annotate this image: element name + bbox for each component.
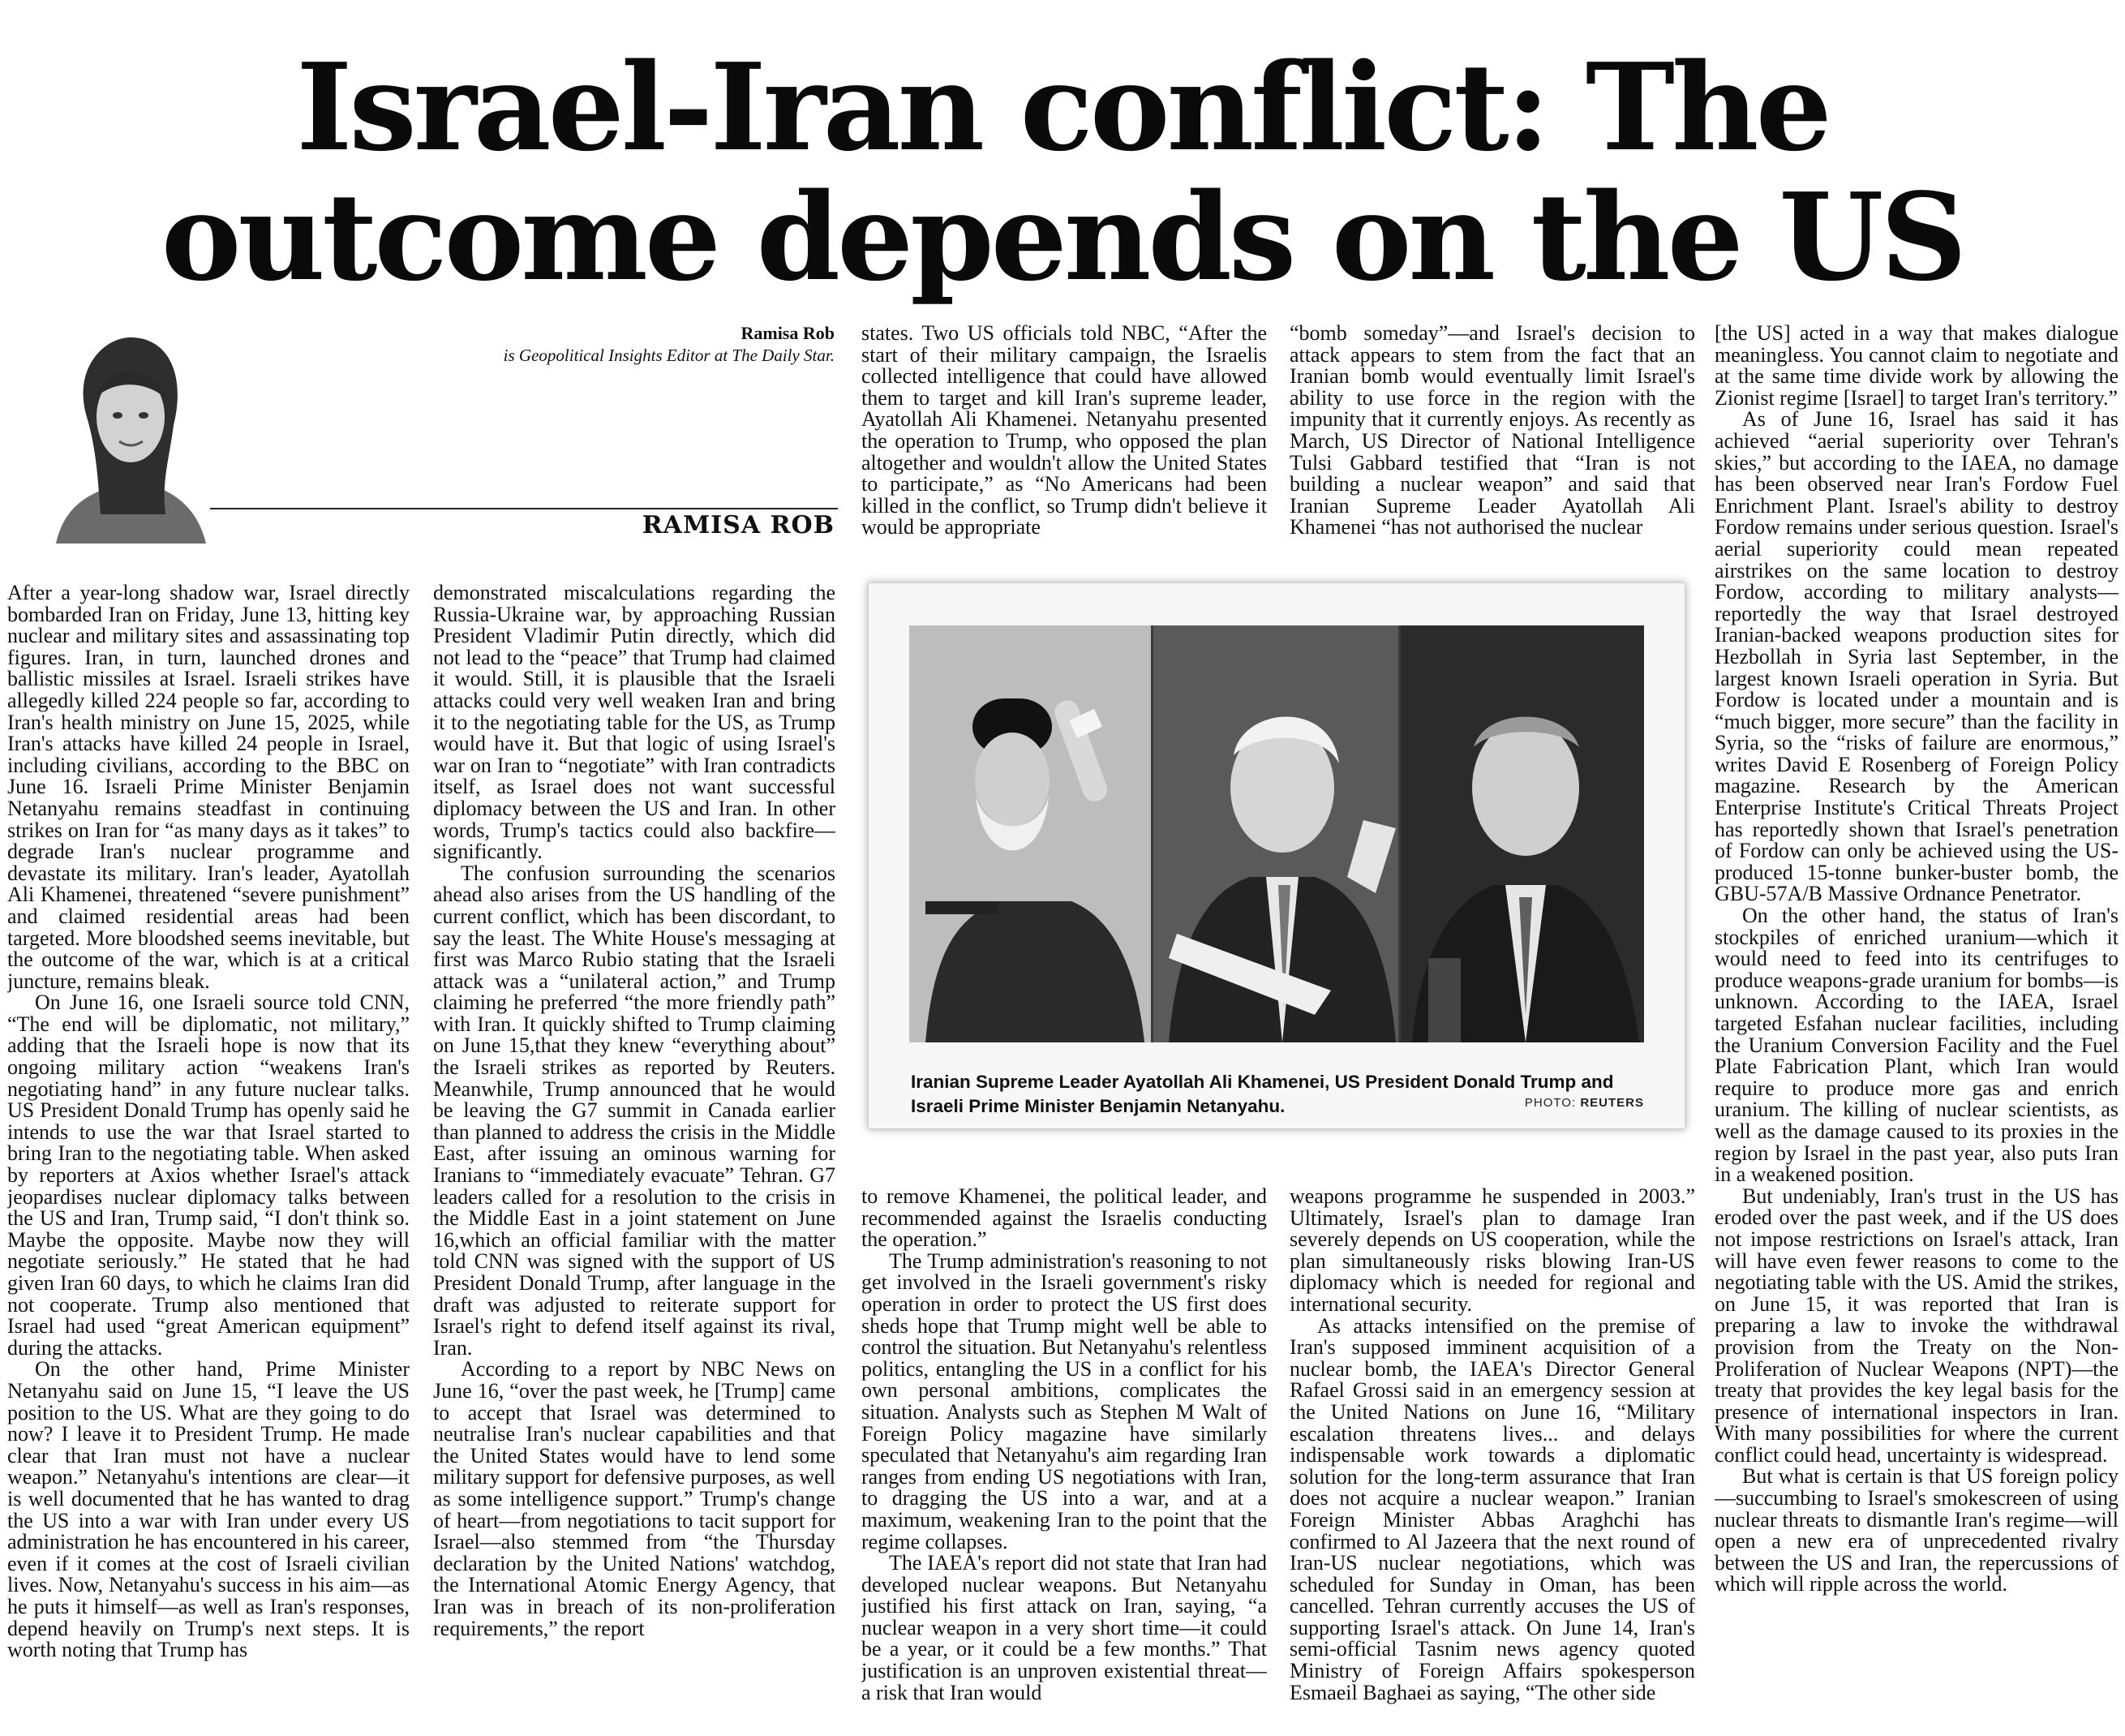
credit-prefix: PHOTO:: [1524, 1096, 1577, 1110]
paragraph: demonstrated miscalculations regarding the Russia-Ukraine war, by approaching Russian President Vladimir Putin directly, which did not lead to the “peace” that Trump had claimed it would. Still, it is plausible that the Israeli attacks could very well weaken Iran and bring it to the negotiating table for the US, as Trump would have it. But that logic of using Israel's war on Iran to “negotiate” with Iran contradicts itself, as Israel does not want successful diplomacy between the US and Iran. In other words, Trump's tactics could also backfire—significantly.: [433, 582, 835, 864]
credit-source: REUTERS: [1580, 1096, 1644, 1110]
paragraph: But undeniably, Iran's trust in the US has eroded over the past week, and if the US does not impose restrictions on Israel's attack, Iran will have even fewer reasons to come to the negotiating table with the US. Amid the strikes, on June 15, it was reported that Iran is preparing a law to invoke the withdrawal provision from the Treaty on the Non-Proliferation of Nuclear Weapons (NPT)—the treaty that provides the key legal basis for the presence of international inspectors in Iran. With many possibilities for where the current conflict could head, uncertainty is widespread.: [1715, 1184, 2119, 1467]
column-4-top: [1290, 323, 1695, 552]
paragraph: On the other hand, Prime Minister Netanyahu said on June 15, “I leave the US position to the US. What are they going to do now? I leave it to President Trump. He made clear that Iran must not have a nuclear weapon.” Netanyahu's intentions are clear—it is well documented that he has wanted to drag the US into a war with Iran under every US administration he has encountered in his career, even if it comes at the cost of Israeli civilian lives. Now, Netanyahu's success in his aim—as he puts it himself—as well as Iran's responses, depend heavily on Trump's next steps. It is worth noting that Trump has: [7, 1357, 410, 1662]
paragraph: But what is certain is that US foreign policy—succumbing to Israel's smokescreen of using nuclear threats to dismantle Iran's regime—will open a new era of unprecedented rivalry between the US and Iran, the repercussions of which will ripple across the world.: [1715, 1464, 2119, 1596]
author-block: [7, 316, 838, 552]
paragraph: As of June 16, Israel has said it has achieved “aerial superiority over Tehran's skies,” but according to the IAEA, no damage has been observed near Iran's Fordow Fuel Enrichment Plant. Israel's ability to destroy Fordow remains under serious question. Israel's aerial superiority could mean repeated airstrikes on the same location to destroy Fordow, according to military analysts—reportedly the way that Israel destroyed Iranian-backed weapons production sites for Hezbollah in Syria last September, in the largest known Israeli operation in Syria. But Fordow is located under a mountain and is “much bigger, more secure” than the facility in Syria, so the “risks of failure are enormous,” writes David E Rosenberg of Foreign Policy magazine. Research by the American Enterprise Institute's Critical Threats Project has reportedly shown that Israel's penetration of Fordow can only be achieved using the US-produced 15-tonne bunker-buster bomb, the GBU-57A/B Massive Ordnance Penetrator.: [1715, 407, 2119, 906]
headline: Israel-Iran conflict: The outcome depends on the US: [161, 37, 1964, 307]
paragraph: [the US] acted in a way that makes dialogue meaningless. You cannot claim to negotiate and at the same time divide work by allowing the Zionist regime [Israel] to target Iran's territory.”: [1715, 323, 2119, 410]
photo-credit: [1525, 1096, 1644, 1110]
author-name: Ramisa Rob: [741, 323, 835, 343]
paragraph: The IAEA's report did not state that Iran had developed nuclear weapons. But Netanyahu justified his first attack on Iran, saying, “a nuclear weapon in a very short time—it could be a year, or it could be a few months.” That justification is an unproven existential threat—a risk that Iran would: [861, 1551, 1267, 1704]
column-4-bottom: [1290, 1186, 1695, 1728]
column-2: [433, 582, 835, 1728]
column-5: [1715, 323, 2119, 1728]
paragraph: to remove Khamenei, the political leader, and recommended against the Israelis conducting the operation.”: [861, 1186, 1267, 1252]
author-byline: RAMISA ROB: [642, 511, 835, 539]
paragraph: weapons programme he suspended in 2003.” Ultimately, Israel's plan to damage Iran severely depends on US cooperation, while the plan simultaneously risks blowing Iran-US diplomacy which is needed for regional and international security.: [1290, 1186, 1695, 1316]
photo-figure: [868, 582, 1685, 1129]
paragraph: The confusion surrounding the scenarios ahead also arises from the US handling of the current conflict, which has been discordant, to say the least. The White House's messaging at first was Marco Rubio stating that the Israeli attack was a “unilateral action,” and Trump claiming he preferred “the more friendly path” with Iran. It quickly shifted to Trump claiming on June 15,that they knew “everything about” the Israeli strikes as reported by Reuters. Meanwhile, Trump announced that he would be leaving the G7 summit in Canada earlier than planned to address the crisis in the Middle East, after issuing an ominous warning for Iranians to “immediately evacuate” Tehran. G7 leaders called for a resolution to the crisis in the Middle East in a joint statement on June 16,which an official familiar with the matter told CNN was signed with the support of US President Donald Trump, after language in the draft was adjusted to reiterate support for Israel's right to defend itself against its rival, Iran.: [433, 861, 835, 1360]
paragraph: On June 16, one Israeli source told CNN, “The end will be diplomatic, not military,” adding that the Israeli hope is now that its ongoing military action “weakens Iran's negotiating hand” in any future nuclear talks. US President Donald Trump has openly said he intends to use the war that Israel started to bring Iran to the negotiating table. When asked by reporters at Axios whether Israel's attack jeopardises nuclear diplomacy talks between the US and Iran, Trump said, “I don't think so. Maybe the opposite. Maybe now they will negotiate seriously.” He stated that he had given Iran 60 days, to which he claims Iran did not cooperate. Trump also mentioned that Israel had used “great American equipment” during the attacks.: [7, 990, 410, 1360]
author-photo: [24, 320, 226, 544]
paragraph: The Trump administration's reasoning to not get involved in the Israeli government's risky operation in order to protect the US first does sheds hope that Trump might well be able to control the situation. But Netanyahu's relentless politics, entangling the US in a conflict for his own personal ambitions, complicates the situation. Analysts such as Stephen M Walt of Foreign Policy magazine have similarly speculated that Netanyahu's aim regarding Iran ranges from ending US negotiations with Iran, to dragging the US into a war, and at a maximum, weakening Iran to the point that the regime collapses.: [861, 1248, 1267, 1553]
author-divider: [210, 508, 838, 509]
photo-caption: Iranian Supreme Leader Ayatollah Ali Khamenei, US President Donald Trump and Israeli Prime Minister Benjamin Netanyahu.: [911, 1072, 1614, 1116]
paragraph: After a year-long shadow war, Israel directly bombarded Iran on Friday, June 13, hitting key nuclear and military sites and assassinating top figures. Iran, in turn, launched drones and ballistic missiles at Israel. Israeli strikes have allegedly killed 224 people so far, according to Iran's health ministry on June 15, 2025, while Iran's attacks have killed 24 people in Israel, including civilians, according to the BBC on June 16. Israeli Prime Minister Benjamin Netanyahu remains steadfast in continuing strikes on Iran for “as many days as it takes” to degrade Iran's nuclear programme and devastate its military. Iran's leader, Ayatollah Ali Khamenei, threatened “severe punishment” and claimed residential areas had been targeted. More bloodshed seems inevitable, but the outcome of the war, which is at a critical juncture, remains bleak.: [7, 582, 410, 993]
author-title: is Geopolitical Insights Editor at The Daily Star.: [503, 346, 835, 365]
paragraph: According to a report by NBC News on June 16, “over the past week, he [Trump] came to accept that Israel was determined to neutralise Iran's nuclear capabilities and that the United States would have to lend some military support for defensive purposes, as well as some intelligence support.” Trump's change of heart—from negotiations to tacit support for Israel—also stemmed from “the Thursday declaration by the United Nations' watchdog, the International Atomic Energy Agency, that Iran was in breach of its non-proliferation requirements,” the report: [433, 1357, 835, 1640]
leaders-photo: [909, 625, 1644, 1042]
column-3-bottom: [861, 1186, 1267, 1728]
column-3-top: [861, 323, 1267, 552]
paragraph: As attacks intensified on the premise of Iran's supposed imminent acquisition of a nuclear bomb, the IAEA's Director General Rafael Grossi said in an emergency session at the United Nations on June 16, “Military escalation threatens lives... and delays indispensable work towards a diplomatic solution for the long-term assurance that Iran does not acquire a nuclear weapon.” Iranian Foreign Minister Abbas Araghchi has confirmed to Al Jazeera that the next round of Iran-US nuclear negotiations, which was scheduled for Sunday in Oman, has been cancelled. Tehran currently accuses the US of supporting Israel's attack. On June 14, Iran's semi-official Tasnim news agency quoted Ministry of Foreign Affairs spokesperson Esmaeil Baghaei as saying, “The other side: [1290, 1313, 1695, 1704]
column-1: [7, 582, 410, 1728]
paragraph: “bomb someday”—and Israel's decision to attack appears to stem from the fact that an Iranian bomb would eventually limit Israel's ability to use force in the region with the impunity that it currently enjoys. As recently as March, US Director of National Intelligence Tulsi Gabbard testified that “Iran is not building a nuclear weapon” and said that Iranian Supreme Leader Ayatollah Ali Khamenei “has not authorised the nuclear: [1290, 323, 1695, 539]
paragraph: On the other hand, the status of Iran's stockpiles of enriched uranium—which it would need to feed into its centrifuges to produce weapons-grade uranium for bombs—is unknown. According to the IAEA, Israel targeted Esfahan nuclear facilities, including the Uranium Conversion Facility and the Fuel Plate Fabrication Plant, which Iran would require to produce more gas and enrich uranium. The killing of nuclear scientists, as well as the damage caused to its proxies in the region by Israel in the past year, also puts Iran in a weakened position.: [1715, 904, 2119, 1187]
paragraph: states. Two US officials told NBC, “After the start of their military campaign, the Israelis collected intelligence that could have allowed them to target and kill Iran's supreme leader, Ayatollah Ali Khamenei. Netanyahu presented the operation to Trump, who opposed the plan altogether and wouldn't allow the United States to participate,” as “No Americans had been killed in the conflict, so Trump didn't believe it would be appropriate: [861, 323, 1267, 539]
